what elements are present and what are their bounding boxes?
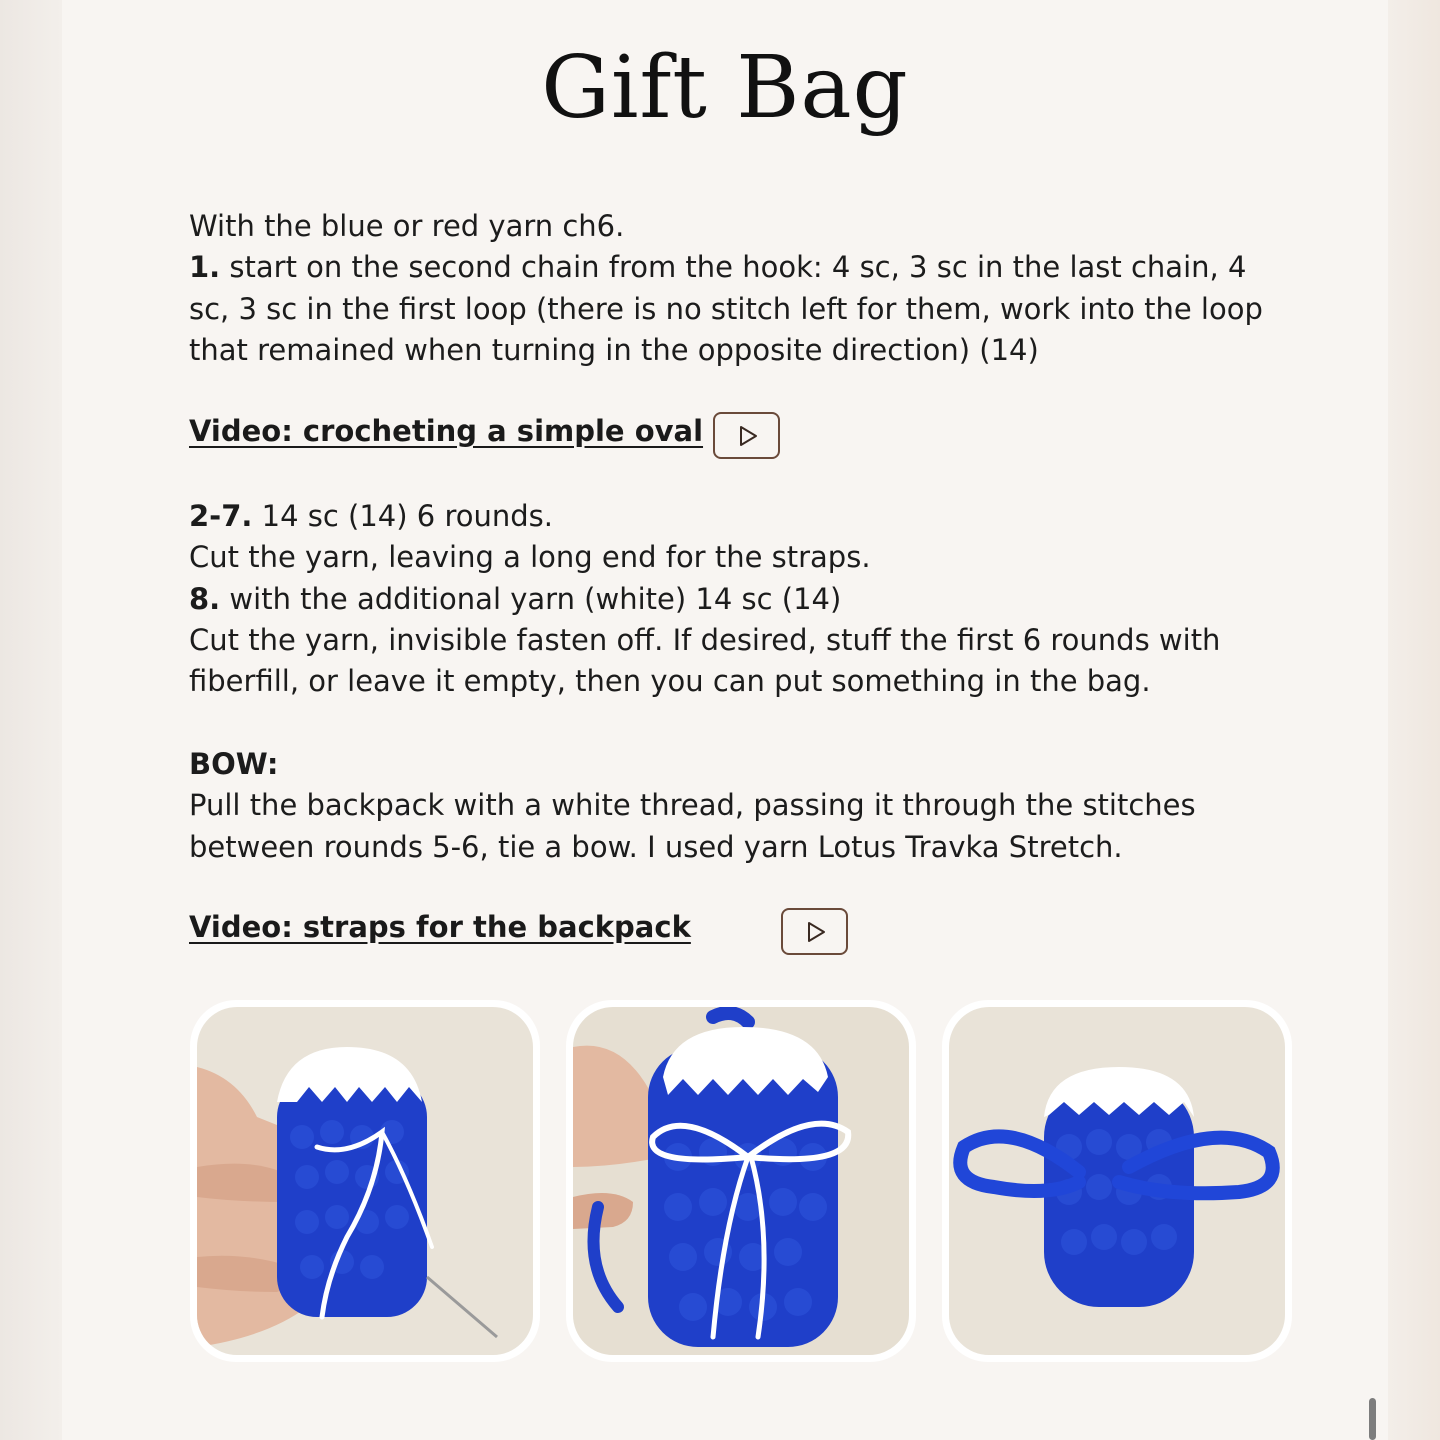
fasten-off-line: Cut the yarn, invisible fasten off. If desired, stuff the first 6 rounds with fiberfill, or leave it empty, then you can put something in the bag.: [189, 622, 1221, 699]
step-2-7-number: 2-7.: [189, 499, 253, 533]
step-2-7: [189, 496, 1269, 537]
instructions-block-2: [189, 496, 1269, 702]
bow-heading: [189, 744, 1269, 785]
photo-bag-in-hand: [190, 1000, 540, 1362]
cut-yarn-line: Cut the yarn, leaving a long end for the straps.: [189, 540, 871, 575]
step-1: [189, 247, 1269, 371]
page-right-edge: [1388, 0, 1440, 1440]
step-8: [189, 579, 1269, 620]
video-link-straps[interactable]: Video: straps for the backpack: [189, 910, 691, 944]
step-8-number: 8.: [189, 581, 221, 616]
photo-1-illustration: [197, 1007, 533, 1355]
instructions-block-1: [189, 206, 1269, 371]
photo-2-illustration: [573, 1007, 909, 1355]
step-1-number: 1.: [189, 250, 221, 285]
photo-3-illustration: [949, 1007, 1285, 1355]
play-icon: [737, 425, 759, 447]
page-title: Gift Bag: [541, 38, 909, 138]
photo-bag-with-bow: [566, 1000, 916, 1362]
bow-text: Pull the backpack with a white thread, passing it through the stitches between rounds 5-6, tie a bow. I used yarn Lotus Travka Stretch.: [189, 788, 1196, 864]
photo-bag-with-straps: [942, 1000, 1292, 1362]
bow-section: [189, 744, 1269, 868]
bow-heading-text: BOW:: [189, 747, 279, 781]
step-8-text: with the additional yarn (white) 14 sc (14): [229, 581, 842, 616]
intro-line: With the blue or red yarn ch6.: [189, 209, 625, 243]
scrollbar-thumb[interactable]: [1369, 1398, 1376, 1440]
play-icon: [805, 921, 827, 943]
step-2-7-text: 14 sc (14) 6 rounds.: [261, 499, 553, 533]
play-button-straps[interactable]: [781, 908, 848, 955]
video-link-simple-oval[interactable]: Video: crocheting a simple oval: [189, 414, 704, 448]
page-left-edge: [0, 0, 62, 1440]
step-1-text: start on the second chain from the hook: 4 sc, 3 sc in the last chain, 4 sc, 3 sc in the first loop (there is no stitch left for them, work into the loop that remained when turning in the opposite direction) (14): [189, 250, 1263, 367]
play-button-simple-oval[interactable]: [713, 412, 780, 459]
